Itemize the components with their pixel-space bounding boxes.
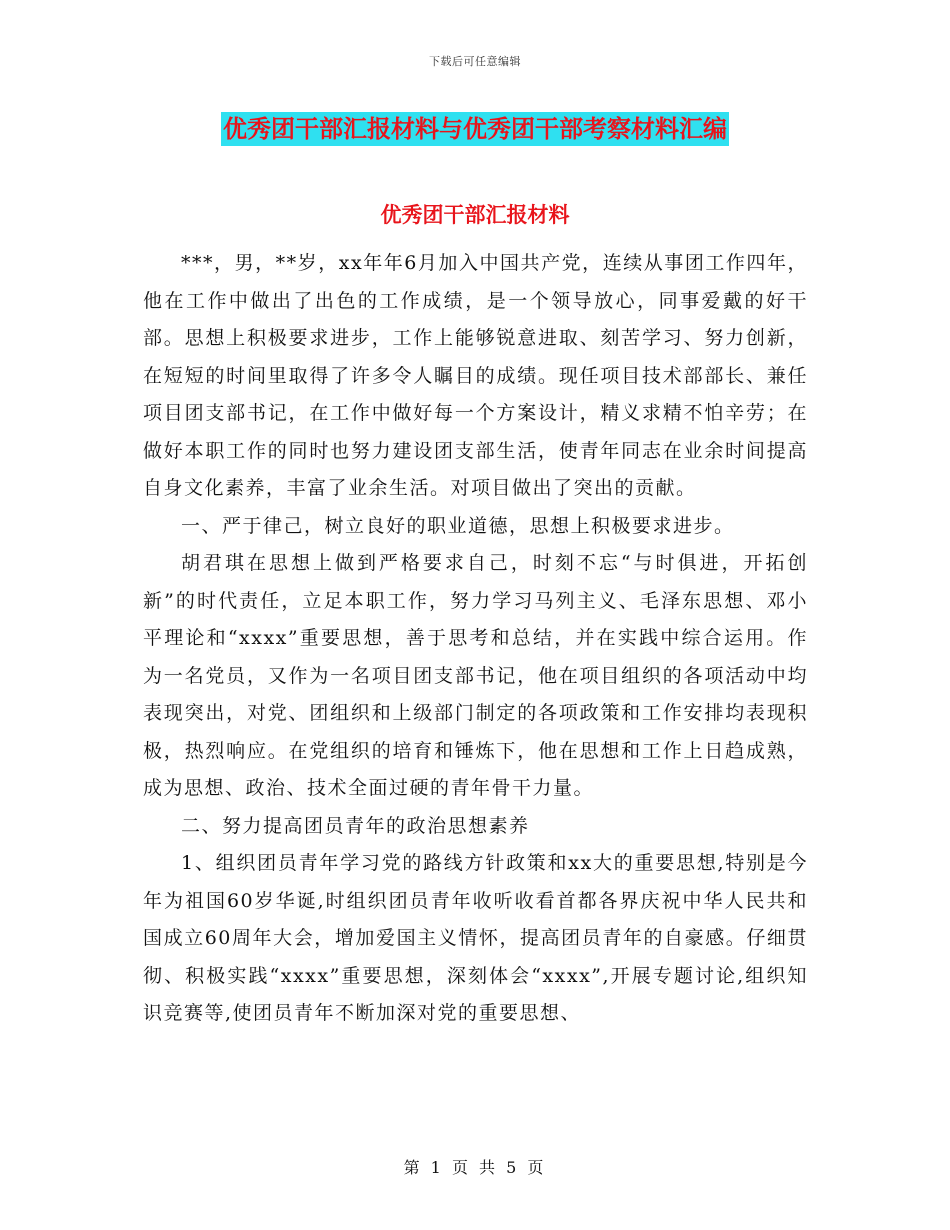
paragraph-study: 1、组织团员青年学习党的路线方针政策和xx大的重要思想,特别是今年为祖国60岁华诞,时组织团员青年收听收看首都各界庆祝中华人民共和国成立60周年大会，增加爱国主义情怀，提高团员青年的自豪感。仔细贯彻、积极实践“xxxx”重要思想，深刻体会“xxxx”,开展专题讨论,组织知识竞赛等,使团员青年不断加深对党的重要思想、 [143,852,808,1024]
header-note: 下载后可任意编辑 [429,55,521,68]
paragraph-ideology: 胡君琪在思想上做到严格要求自己，时刻不忘“与时俱进，开拓创新”的时代责任，立足本职工作，努力学习马列主义、毛泽东思想、邓小平理论和“xxxx”重要思想，善于思考和总结，并在实践中综合运用。作为一名党员，又作为一名项目团支部书记，他在项目组织的各项活动中均表现突出，对党、团组织和上级部门制定的各项政策和工作安排均表现积极，热烈响应。在党组织的培育和锤炼下，他在思想和工作上日趋成熟，成为思想、政治、技术全面过硬的青年骨干力量。 [143,552,808,799]
section-title: 优秀团干部汇报材料 [380,203,570,227]
paragraph-intro: ***，男，**岁，xx年年6月加入中国共产党，连续从事团工作四年，他在工作中做出了出色的工作成绩，是一个领导放心，同事爱戴的好干部。思想上积极要求进步，工作上能够锐意进取、刻苦学习、努力创新，在短短的时间里取得了许多令人瞩目的成绩。现任项目技术部部长、兼任项目团支部书记，在工作中做好每一个方案设计，精义求精不怕辛劳；在做好本职工作的同时也努力建设团支部生活，使青年同志在业余时间提高自身文化素养，丰富了业余生活。对项目做出了突出的贡献。 [143,252,808,499]
paragraph-heading-2: 二、努力提高团员青年的政治思想素养 [181,814,530,837]
page-indicator: 第 1 页 共 5 页 [403,1158,547,1177]
document-title: 优秀团干部汇报材料与优秀团干部考察材料汇编 [221,112,729,146]
document-body [143,245,808,1033]
main-title-container [0,112,950,146]
paragraph-heading-1: 一、严于律己，树立良好的职业道德，思想上积极要求进步。 [181,514,735,537]
